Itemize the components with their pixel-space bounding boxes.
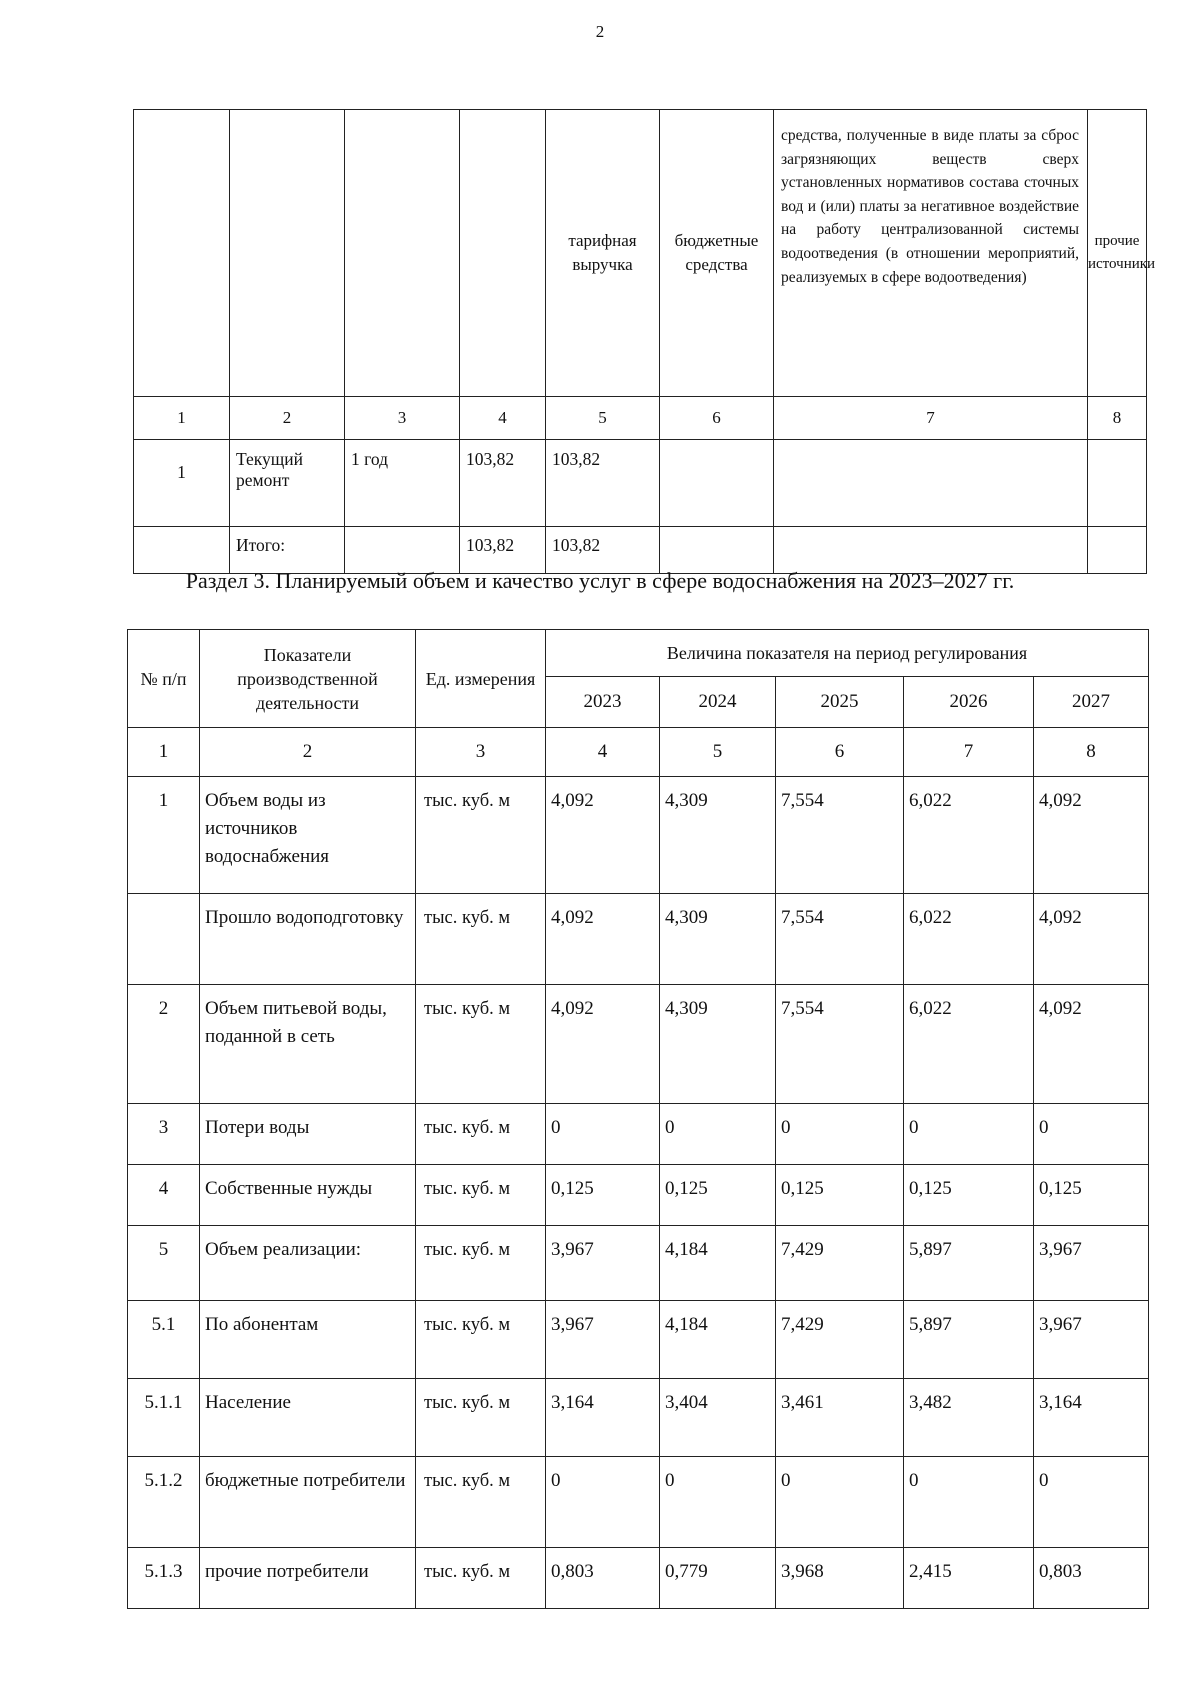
row-value: 7,554: [776, 777, 904, 894]
row-number: 5: [128, 1226, 200, 1301]
row-value: 4,184: [660, 1226, 776, 1301]
row-number: 1: [134, 440, 230, 527]
col-number: 2: [200, 728, 416, 777]
row-budget: [660, 440, 774, 527]
row-number: 5.1.1: [128, 1379, 200, 1457]
row-number: 3: [128, 1104, 200, 1165]
row-total: 103,82: [460, 440, 546, 527]
row-other: [1088, 440, 1147, 527]
row-indicator: Потери воды: [200, 1104, 416, 1165]
row-number: 1: [128, 777, 200, 894]
row-value: 4,092: [1034, 894, 1149, 985]
row-value: 3,404: [660, 1379, 776, 1457]
col-number: 3: [416, 728, 546, 777]
row-value: 3,967: [1034, 1226, 1149, 1301]
row-indicator: бюджетные потребители: [200, 1457, 416, 1548]
row-fees: [774, 527, 1088, 574]
header-unit: Ед. измерения: [416, 630, 546, 728]
row-indicator: Прошло водоподготовку: [200, 894, 416, 985]
table-row: [128, 985, 1149, 1104]
row-unit: тыс. куб. м: [416, 894, 546, 985]
row-value: 4,309: [660, 894, 776, 985]
row-value: 0,125: [1034, 1165, 1149, 1226]
row-unit: тыс. куб. м: [416, 1379, 546, 1457]
header-year: 2026: [904, 677, 1034, 728]
row-value: 0: [776, 1104, 904, 1165]
table-row: [128, 1301, 1149, 1379]
col-number: 4: [460, 397, 546, 440]
row-value: 7,429: [776, 1226, 904, 1301]
table-row: [128, 1457, 1149, 1548]
table-header-row: [128, 630, 1149, 677]
row-value: 0,125: [776, 1165, 904, 1226]
row-unit: тыс. куб. м: [416, 1301, 546, 1379]
row-budget: [660, 527, 774, 574]
page-number: 2: [595, 22, 605, 41]
header-cell-empty: [460, 110, 546, 397]
col-number: 1: [128, 728, 200, 777]
row-value: 4,092: [1034, 777, 1149, 894]
row-indicator: Население: [200, 1379, 416, 1457]
row-value: 0: [546, 1457, 660, 1548]
col-number: 3: [345, 397, 460, 440]
row-indicator: Объем реализации:: [200, 1226, 416, 1301]
col-number: 2: [230, 397, 345, 440]
row-value: 6,022: [904, 777, 1034, 894]
row-value: 6,022: [904, 985, 1034, 1104]
row-value: 0: [1034, 1104, 1149, 1165]
row-other: [1088, 527, 1147, 574]
row-indicator: Объем воды из источников водоснабжения: [200, 777, 416, 894]
col-number: 8: [1088, 397, 1147, 440]
row-value: 4,092: [546, 777, 660, 894]
row-name: Итого:: [230, 527, 345, 574]
table-row: [128, 894, 1149, 985]
row-number: [128, 894, 200, 985]
row-fees: [774, 440, 1088, 527]
table-body: [128, 777, 1149, 1609]
row-number: 2: [128, 985, 200, 1104]
row-indicator: Объем питьевой воды, поданной в сеть: [200, 985, 416, 1104]
row-number: [134, 527, 230, 574]
table-row: [128, 1379, 1149, 1457]
col-number: 4: [546, 728, 660, 777]
header-year: 2024: [660, 677, 776, 728]
row-value: 7,554: [776, 985, 904, 1104]
header-year: 2025: [776, 677, 904, 728]
header-num: № п/п: [128, 630, 200, 728]
header-indicator: Показатели производственной деятельности: [200, 630, 416, 728]
row-value: 0: [546, 1104, 660, 1165]
row-value: 5,897: [904, 1301, 1034, 1379]
col-number: 5: [546, 397, 660, 440]
row-value: 0,803: [546, 1548, 660, 1609]
table-row: [134, 440, 1147, 527]
row-tariff: 103,82: [546, 527, 660, 574]
header-year: 2027: [1034, 677, 1149, 728]
row-value: 0,125: [546, 1165, 660, 1226]
header-fees: средства, полученные в виде платы за сброс загрязняющих веществ сверх установленных нормативов состава сточных вод и (или) платы за негативное воздействие на работу централизованной системы водоотведения (в отношении мероприятий, реализуемых в сфере водоотведения): [774, 110, 1088, 397]
header-year: 2023: [546, 677, 660, 728]
row-value: 0: [904, 1457, 1034, 1548]
row-value: 6,022: [904, 894, 1034, 985]
row-indicator: прочие потребители: [200, 1548, 416, 1609]
row-period: [345, 527, 460, 574]
row-value: 0,779: [660, 1548, 776, 1609]
row-value: 3,968: [776, 1548, 904, 1609]
table-row: [128, 1548, 1149, 1609]
row-value: 5,897: [904, 1226, 1034, 1301]
row-value: 0: [1034, 1457, 1149, 1548]
row-value: 4,184: [660, 1301, 776, 1379]
col-number: 7: [774, 397, 1088, 440]
row-value: 2,415: [904, 1548, 1034, 1609]
table-row: [128, 1104, 1149, 1165]
row-value: 0: [904, 1104, 1034, 1165]
col-number-row: [128, 728, 1149, 777]
row-name: Текущий ремонт: [230, 440, 345, 527]
row-value: 4,309: [660, 985, 776, 1104]
row-number: 5.1.3: [128, 1548, 200, 1609]
row-number: 5.1: [128, 1301, 200, 1379]
col-number: 6: [776, 728, 904, 777]
financing-col-number-row: [134, 397, 1147, 440]
header-cell-empty: [345, 110, 460, 397]
table-row: [134, 527, 1147, 574]
row-unit: тыс. куб. м: [416, 1226, 546, 1301]
row-number: 4: [128, 1165, 200, 1226]
col-number: 5: [660, 728, 776, 777]
row-value: 3,164: [546, 1379, 660, 1457]
row-unit: тыс. куб. м: [416, 1548, 546, 1609]
row-value: 0,803: [1034, 1548, 1149, 1609]
row-value: 3,164: [1034, 1379, 1149, 1457]
row-tariff: 103,82: [546, 440, 660, 527]
col-number: 7: [904, 728, 1034, 777]
row-value: 0,125: [660, 1165, 776, 1226]
header-cell-empty: [134, 110, 230, 397]
row-value: 0: [776, 1457, 904, 1548]
row-indicator: Собственные нужды: [200, 1165, 416, 1226]
financing-table: [133, 109, 1156, 574]
col-number: 6: [660, 397, 774, 440]
row-value: 4,309: [660, 777, 776, 894]
row-value: 0: [660, 1104, 776, 1165]
header-other: прочие источники: [1088, 110, 1147, 397]
financing-header-row: [134, 110, 1147, 397]
row-unit: тыс. куб. м: [416, 985, 546, 1104]
row-value: 3,482: [904, 1379, 1034, 1457]
header-budget: бюджетные средства: [660, 110, 774, 397]
row-period: 1 год: [345, 440, 460, 527]
header-period: Величина показателя на период регулирования: [546, 630, 1149, 677]
row-value: 3,967: [546, 1226, 660, 1301]
section-title: Раздел 3. Планируемый объем и качество услуг в сфере водоснабжения на 2023–2027 гг.: [185, 568, 1015, 593]
row-value: 0,125: [904, 1165, 1034, 1226]
col-number: 8: [1034, 728, 1149, 777]
row-unit: тыс. куб. м: [416, 1457, 546, 1548]
row-value: 7,429: [776, 1301, 904, 1379]
row-number: 5.1.2: [128, 1457, 200, 1548]
table-row: [128, 1226, 1149, 1301]
row-unit: тыс. куб. м: [416, 1165, 546, 1226]
row-value: 4,092: [546, 894, 660, 985]
row-value: 3,967: [1034, 1301, 1149, 1379]
row-total: 103,82: [460, 527, 546, 574]
row-value: 3,967: [546, 1301, 660, 1379]
header-tariff: тарифная выручка: [546, 110, 660, 397]
row-unit: тыс. куб. м: [416, 1104, 546, 1165]
row-unit: тыс. куб. м: [416, 777, 546, 894]
row-value: 4,092: [546, 985, 660, 1104]
row-indicator: По абонентам: [200, 1301, 416, 1379]
row-value: 3,461: [776, 1379, 904, 1457]
row-value: 4,092: [1034, 985, 1149, 1104]
header-cell-empty: [230, 110, 345, 397]
row-value: 0: [660, 1457, 776, 1548]
table-row: [128, 1165, 1149, 1226]
table-row: [128, 777, 1149, 894]
col-number: 1: [134, 397, 230, 440]
water-supply-table: [127, 629, 1149, 1609]
row-value: 7,554: [776, 894, 904, 985]
